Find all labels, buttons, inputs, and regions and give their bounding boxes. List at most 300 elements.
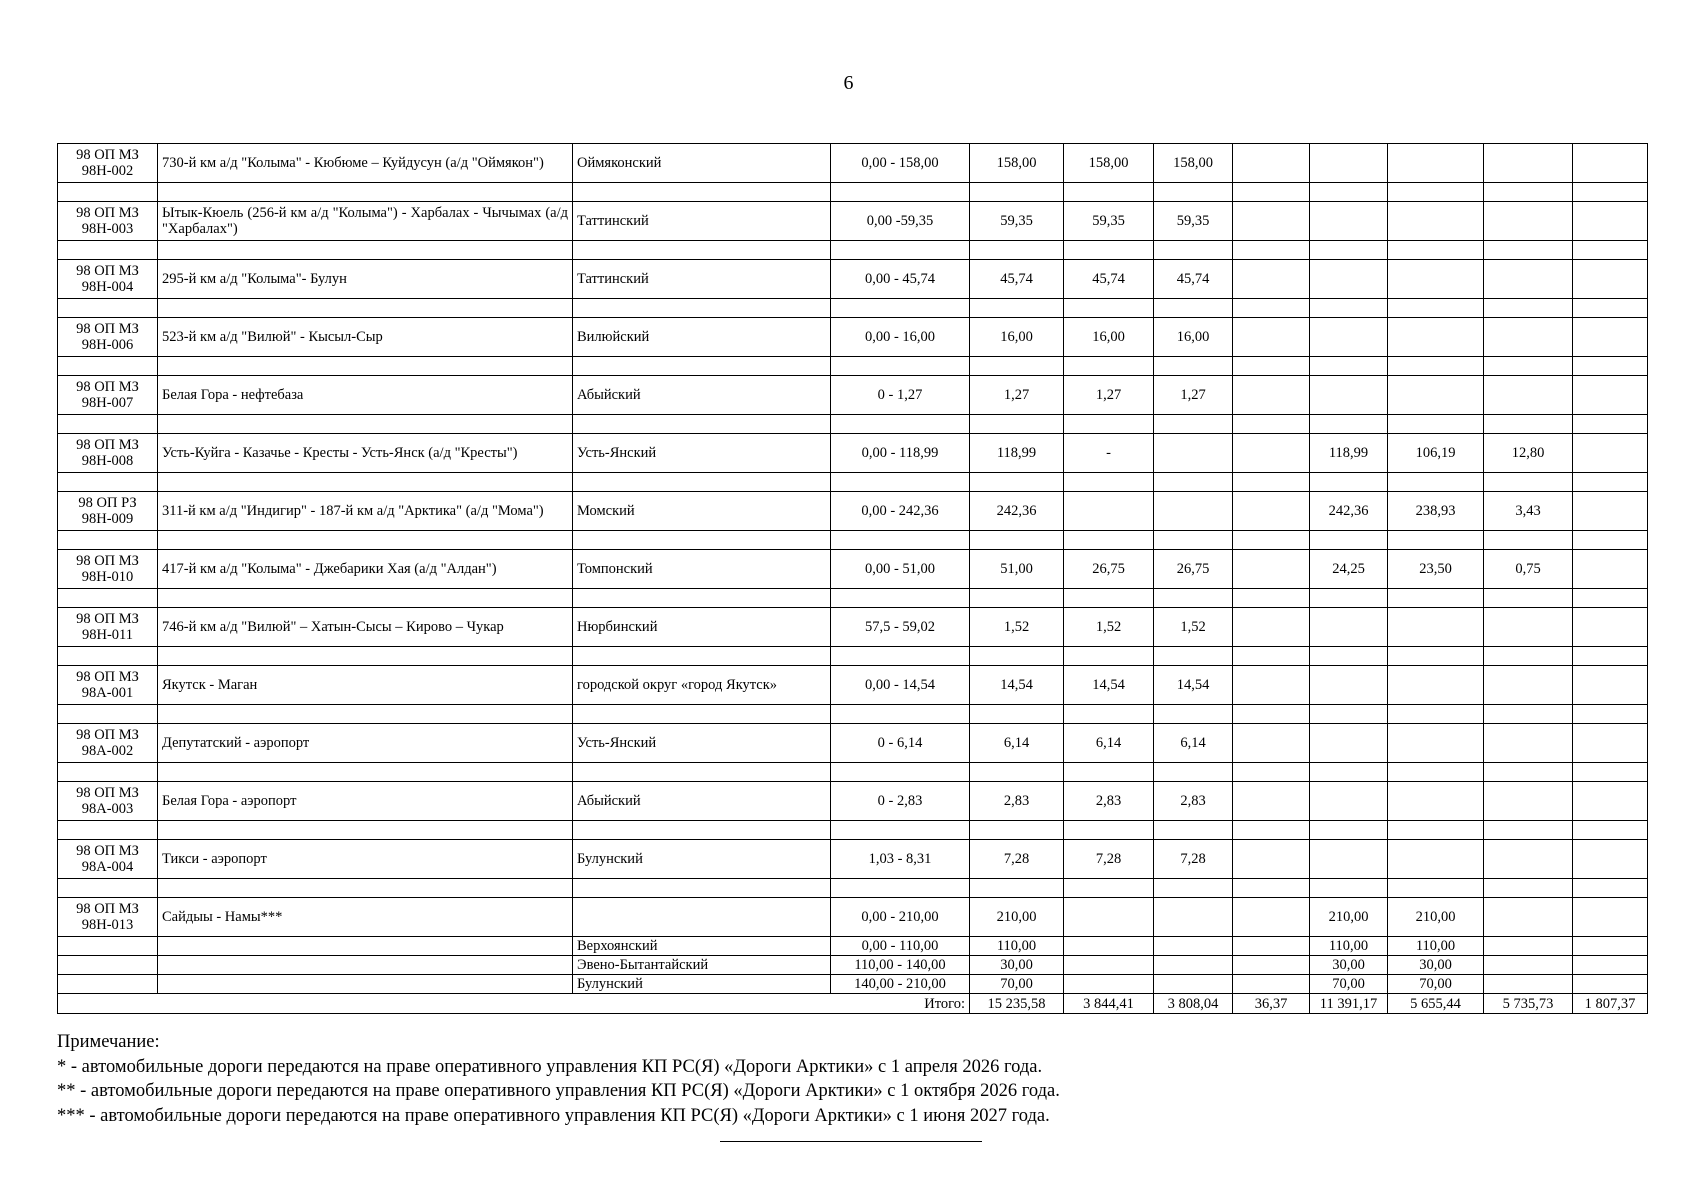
table-row [58,840,1648,879]
road-length-c8 [1233,144,1310,183]
empty-cell [58,299,158,318]
road-code: 98 ОП МЗ 98Н-007 [58,376,158,415]
empty-cell [1573,589,1648,608]
empty-cell [1233,589,1310,608]
empty-cell [970,705,1064,724]
empty-cell [831,357,970,376]
empty-cell [1154,183,1233,202]
road-code: 98 ОП МЗ 98Н-010 [58,550,158,589]
road-range: 0,00 - 51,00 [831,550,970,589]
empty-cell [1154,647,1233,666]
road-district: Момский [573,492,831,531]
road-length-c7: 26,75 [1154,550,1233,589]
empty-cell [573,531,831,550]
empty-cell [1064,531,1154,550]
empty-cell [1573,531,1648,550]
road-code: 98 ОП МЗ 98А-001 [58,666,158,705]
table-row [58,376,1648,415]
road-length-c5: 1,27 [970,376,1064,415]
road-length-c12 [1573,608,1648,647]
road-district: Абыйский [573,782,831,821]
empty-cell [1064,821,1154,840]
spacer-row [58,415,1648,434]
empty-cell [1484,763,1573,782]
road-length-c8 [1233,608,1310,647]
spacer-row [58,183,1648,202]
empty-cell [831,763,970,782]
empty-cell [1484,357,1573,376]
road-length-c11 [1484,666,1573,705]
road-district: Вилюйский [573,318,831,357]
table-body [58,144,1648,1014]
total-c8: 36,37 [1233,994,1310,1014]
road-name: Белая Гора - нефтебаза [158,376,573,415]
sub-row [58,956,1648,975]
table-row [58,550,1648,589]
empty-cell [58,473,158,492]
empty-cell [831,299,970,318]
empty-cell [1573,357,1648,376]
road-code: 98 ОП МЗ 98А-003 [58,782,158,821]
empty-cell [1388,589,1484,608]
total-c9: 11 391,17 [1310,994,1388,1014]
sub-length-c9: 70,00 [1310,975,1388,994]
road-length-c6: 1,52 [1064,608,1154,647]
empty-cell [1388,241,1484,260]
road-range: 0,00 - 158,00 [831,144,970,183]
road-code: 98 ОП МЗ 98Н-002 [58,144,158,183]
road-length-c6: - [1064,434,1154,473]
road-name: Белая Гора - аэропорт [158,782,573,821]
empty-cell [1064,647,1154,666]
empty-cell [573,763,831,782]
empty-cell [1573,821,1648,840]
empty-cell [158,531,573,550]
sub-row [58,975,1648,994]
empty-cell [970,473,1064,492]
road-length-c5: 2,83 [970,782,1064,821]
empty-cell [158,705,573,724]
road-length-c8 [1233,434,1310,473]
empty-cell [1573,415,1648,434]
empty-cell [573,647,831,666]
empty-cell [831,589,970,608]
road-district [573,898,831,937]
empty-cell [58,531,158,550]
empty-cell [1388,647,1484,666]
empty-cell [831,647,970,666]
road-length-c5: 45,74 [970,260,1064,299]
road-length-c7: 59,35 [1154,202,1233,241]
note-1: * - автомобильные дороги передаются на праве оперативного управления КП РС(Я) «Дороги Арктики» с 1 апреля 2026 года. [57,1056,1043,1077]
empty-cell [158,473,573,492]
road-length-c10: 238,93 [1388,492,1484,531]
road-length-c8 [1233,840,1310,879]
empty-cell [831,879,970,898]
sub-length-c5: 70,00 [970,975,1064,994]
road-length-c8 [1233,260,1310,299]
road-length-c8 [1233,782,1310,821]
empty-cell [1310,589,1388,608]
road-name: 295-й км а/д "Колыма"- Булун [158,260,573,299]
road-length-c7: 16,00 [1154,318,1233,357]
empty-cell [158,589,573,608]
road-range: 0,00 - 118,99 [831,434,970,473]
road-name: 311-й км а/д "Индигир" - 187-й км а/д "Арктика" (а/д "Мома") [158,492,573,531]
road-code: 98 ОП РЗ 98Н-009 [58,492,158,531]
sub-district: Верхоянский [573,937,831,956]
empty-cell [1484,956,1573,975]
empty-cell [58,937,158,956]
road-length-c12 [1573,434,1648,473]
empty-cell [1233,183,1310,202]
empty-cell [58,415,158,434]
empty-cell [158,821,573,840]
empty-cell [1233,357,1310,376]
empty-cell [573,879,831,898]
road-length-c6 [1064,492,1154,531]
road-length-c12 [1573,318,1648,357]
road-name: Ытык-Кюель (256-й км а/д "Колыма") - Харбалах - Чычымах (а/д "Харбалах") [158,202,573,241]
road-length-c6: 2,83 [1064,782,1154,821]
road-name: 417-й км а/д "Колыма" - Джебарики Хая (а/д "Алдан") [158,550,573,589]
road-length-c11 [1484,724,1573,763]
road-length-c6: 6,14 [1064,724,1154,763]
empty-cell [1233,705,1310,724]
road-length-c5: 14,54 [970,666,1064,705]
sub-length-c5: 110,00 [970,937,1064,956]
road-code: 98 ОП МЗ 98Н-013 [58,898,158,937]
road-length-c7: 158,00 [1154,144,1233,183]
empty-cell [1310,821,1388,840]
road-length-c12 [1573,550,1648,589]
empty-cell [1233,531,1310,550]
empty-cell [1388,763,1484,782]
empty-cell [1154,415,1233,434]
sub-length-c10: 110,00 [1388,937,1484,956]
empty-cell [158,357,573,376]
road-length-c9 [1310,608,1388,647]
empty-cell [1573,299,1648,318]
empty-cell [970,879,1064,898]
road-length-c11 [1484,202,1573,241]
road-length-c7: 1,52 [1154,608,1233,647]
road-length-c8 [1233,376,1310,415]
note-3: *** - автомобильные дороги передаются на праве оперативного управления КП РС(Я) «Дороги Арктики» с 1 июня 2027 года. [57,1105,1050,1126]
empty-cell [1484,241,1573,260]
spacer-row [58,705,1648,724]
empty-cell [573,357,831,376]
empty-cell [1388,821,1484,840]
empty-cell [158,647,573,666]
empty-cell [1233,763,1310,782]
table-row [58,666,1648,705]
empty-cell [1233,937,1310,956]
road-district: Таттинский [573,202,831,241]
empty-cell [158,183,573,202]
empty-cell [1064,241,1154,260]
road-length-c10 [1388,782,1484,821]
road-length-c9: 118,99 [1310,434,1388,473]
empty-cell [58,975,158,994]
road-length-c9: 24,25 [1310,550,1388,589]
empty-cell [970,299,1064,318]
empty-cell [1233,975,1310,994]
sub-district: Булунский [573,975,831,994]
total-c10: 5 655,44 [1388,994,1484,1014]
empty-cell [831,705,970,724]
road-district: Усть-Янский [573,724,831,763]
table-row [58,434,1648,473]
road-length-c10 [1388,202,1484,241]
empty-cell [1484,473,1573,492]
empty-cell [970,821,1064,840]
empty-cell [573,589,831,608]
road-length-c6: 158,00 [1064,144,1154,183]
empty-cell [1154,956,1233,975]
empty-cell [1484,975,1573,994]
empty-cell [1573,241,1648,260]
spacer-row [58,531,1648,550]
empty-cell [1484,647,1573,666]
road-length-c12 [1573,492,1648,531]
road-name: Якутск - Маган [158,666,573,705]
empty-cell [1064,589,1154,608]
road-length-c5: 16,00 [970,318,1064,357]
road-length-c10 [1388,840,1484,879]
road-length-c11: 0,75 [1484,550,1573,589]
road-length-c7 [1154,434,1233,473]
table-row [58,492,1648,531]
road-district: Булунский [573,840,831,879]
road-length-c11 [1484,260,1573,299]
empty-cell [573,299,831,318]
road-length-c10 [1388,260,1484,299]
road-length-c11 [1484,608,1573,647]
road-length-c10 [1388,724,1484,763]
empty-cell [1573,956,1648,975]
empty-cell [573,705,831,724]
road-length-c9 [1310,318,1388,357]
road-length-c11: 12,80 [1484,434,1573,473]
road-district: Оймяконский [573,144,831,183]
road-length-c7 [1154,898,1233,937]
road-length-c12 [1573,782,1648,821]
road-length-c12 [1573,898,1648,937]
empty-cell [1573,975,1648,994]
road-range: 0 - 1,27 [831,376,970,415]
table-row [58,898,1648,937]
empty-cell [58,357,158,376]
empty-cell [970,415,1064,434]
road-length-c12 [1573,260,1648,299]
road-range: 1,03 - 8,31 [831,840,970,879]
road-length-c7: 7,28 [1154,840,1233,879]
empty-cell [1484,705,1573,724]
empty-cell [970,183,1064,202]
empty-cell [1310,183,1388,202]
road-length-c9 [1310,144,1388,183]
empty-cell [1310,879,1388,898]
road-length-c5: 158,00 [970,144,1064,183]
road-length-c5: 118,99 [970,434,1064,473]
empty-cell [1573,705,1648,724]
road-length-c8 [1233,898,1310,937]
empty-cell [158,956,573,975]
empty-cell [573,821,831,840]
empty-cell [1064,299,1154,318]
empty-cell [1064,473,1154,492]
empty-cell [831,415,970,434]
empty-cell [573,241,831,260]
empty-cell [831,183,970,202]
empty-cell [1388,473,1484,492]
sub-district: Эвено-Бытантайский [573,956,831,975]
empty-cell [1064,956,1154,975]
road-range: 0,00 - 14,54 [831,666,970,705]
sub-range: 140,00 - 210,00 [831,975,970,994]
road-length-c11 [1484,898,1573,937]
road-range: 57,5 - 59,02 [831,608,970,647]
road-length-c5: 6,14 [970,724,1064,763]
spacer-row [58,241,1648,260]
road-length-c6: 14,54 [1064,666,1154,705]
empty-cell [1573,183,1648,202]
road-length-c9 [1310,724,1388,763]
road-name: Депутатский - аэропорт [158,724,573,763]
empty-cell [970,763,1064,782]
empty-cell [831,473,970,492]
total-c12: 1 807,37 [1573,994,1648,1014]
empty-cell [1233,241,1310,260]
empty-cell [1233,415,1310,434]
empty-cell [1064,879,1154,898]
road-length-c6: 45,74 [1064,260,1154,299]
road-length-c12 [1573,840,1648,879]
empty-cell [1154,589,1233,608]
empty-cell [58,647,158,666]
table-row [58,260,1648,299]
spacer-row [58,821,1648,840]
road-length-c12 [1573,724,1648,763]
notes-heading: Примечание: [57,1032,160,1052]
empty-cell [1310,299,1388,318]
road-district: Нюрбинский [573,608,831,647]
empty-cell [158,763,573,782]
road-range: 0 - 2,83 [831,782,970,821]
total-c7: 3 808,04 [1154,994,1233,1014]
empty-cell [58,589,158,608]
spacer-row [58,299,1648,318]
road-code: 98 ОП МЗ 98Н-006 [58,318,158,357]
sub-range: 110,00 - 140,00 [831,956,970,975]
road-range: 0 - 6,14 [831,724,970,763]
road-length-c7: 6,14 [1154,724,1233,763]
spacer-row [58,647,1648,666]
empty-cell [1388,183,1484,202]
road-length-c12 [1573,202,1648,241]
road-district: Таттинский [573,260,831,299]
road-length-c9 [1310,840,1388,879]
empty-cell [1310,473,1388,492]
empty-cell [1388,299,1484,318]
empty-cell [158,975,573,994]
road-code: 98 ОП МЗ 98А-002 [58,724,158,763]
empty-cell [1154,473,1233,492]
road-length-c8 [1233,202,1310,241]
empty-cell [1310,705,1388,724]
road-name: Тикси - аэропорт [158,840,573,879]
empty-cell [1064,975,1154,994]
road-name: 746-й км а/д "Вилюй" – Хатын-Сысы – Кирово – Чукар [158,608,573,647]
road-length-c5: 210,00 [970,898,1064,937]
road-name: Сайдыы - Намы*** [158,898,573,937]
road-district: Абыйский [573,376,831,415]
empty-cell [1484,299,1573,318]
total-c11: 5 735,73 [1484,994,1573,1014]
empty-cell [970,589,1064,608]
empty-cell [1388,531,1484,550]
empty-cell [1388,415,1484,434]
road-name: 730-й км а/д "Колыма" - Кюбюме – Куйдусун (а/д "Оймякон") [158,144,573,183]
road-length-c11 [1484,318,1573,357]
road-name: Усть-Куйга - Казачье - Кресты - Усть-Янск (а/д "Кресты") [158,434,573,473]
road-length-c8 [1233,550,1310,589]
empty-cell [58,241,158,260]
road-range: 0,00 - 210,00 [831,898,970,937]
empty-cell [1573,879,1648,898]
road-length-c9: 210,00 [1310,898,1388,937]
empty-cell [1484,531,1573,550]
sub-length-c10: 30,00 [1388,956,1484,975]
empty-cell [158,415,573,434]
road-length-c10 [1388,318,1484,357]
road-length-c6: 1,27 [1064,376,1154,415]
empty-cell [58,956,158,975]
empty-cell [1573,473,1648,492]
empty-cell [58,763,158,782]
road-length-c10 [1388,666,1484,705]
empty-cell [1154,975,1233,994]
road-range: 0,00 - 16,00 [831,318,970,357]
empty-cell [1154,531,1233,550]
empty-cell [1388,879,1484,898]
empty-cell [1154,241,1233,260]
empty-cell [573,183,831,202]
empty-cell [1310,415,1388,434]
notes [57,1030,1657,1128]
road-length-c6: 26,75 [1064,550,1154,589]
total-label: Итого: [58,994,970,1014]
empty-cell [1154,763,1233,782]
road-length-c11 [1484,782,1573,821]
empty-cell [1484,879,1573,898]
empty-cell [1064,937,1154,956]
empty-cell [1154,879,1233,898]
empty-cell [1484,589,1573,608]
empty-cell [158,241,573,260]
road-length-c9: 242,36 [1310,492,1388,531]
empty-cell [158,879,573,898]
table-row [58,318,1648,357]
empty-cell [831,821,970,840]
empty-cell [1064,415,1154,434]
road-name: 523-й км а/д "Вилюй" - Кысыл-Сыр [158,318,573,357]
road-district: городской округ «город Якутск» [573,666,831,705]
road-length-c5: 51,00 [970,550,1064,589]
road-length-c7: 2,83 [1154,782,1233,821]
end-rule [720,1141,982,1142]
